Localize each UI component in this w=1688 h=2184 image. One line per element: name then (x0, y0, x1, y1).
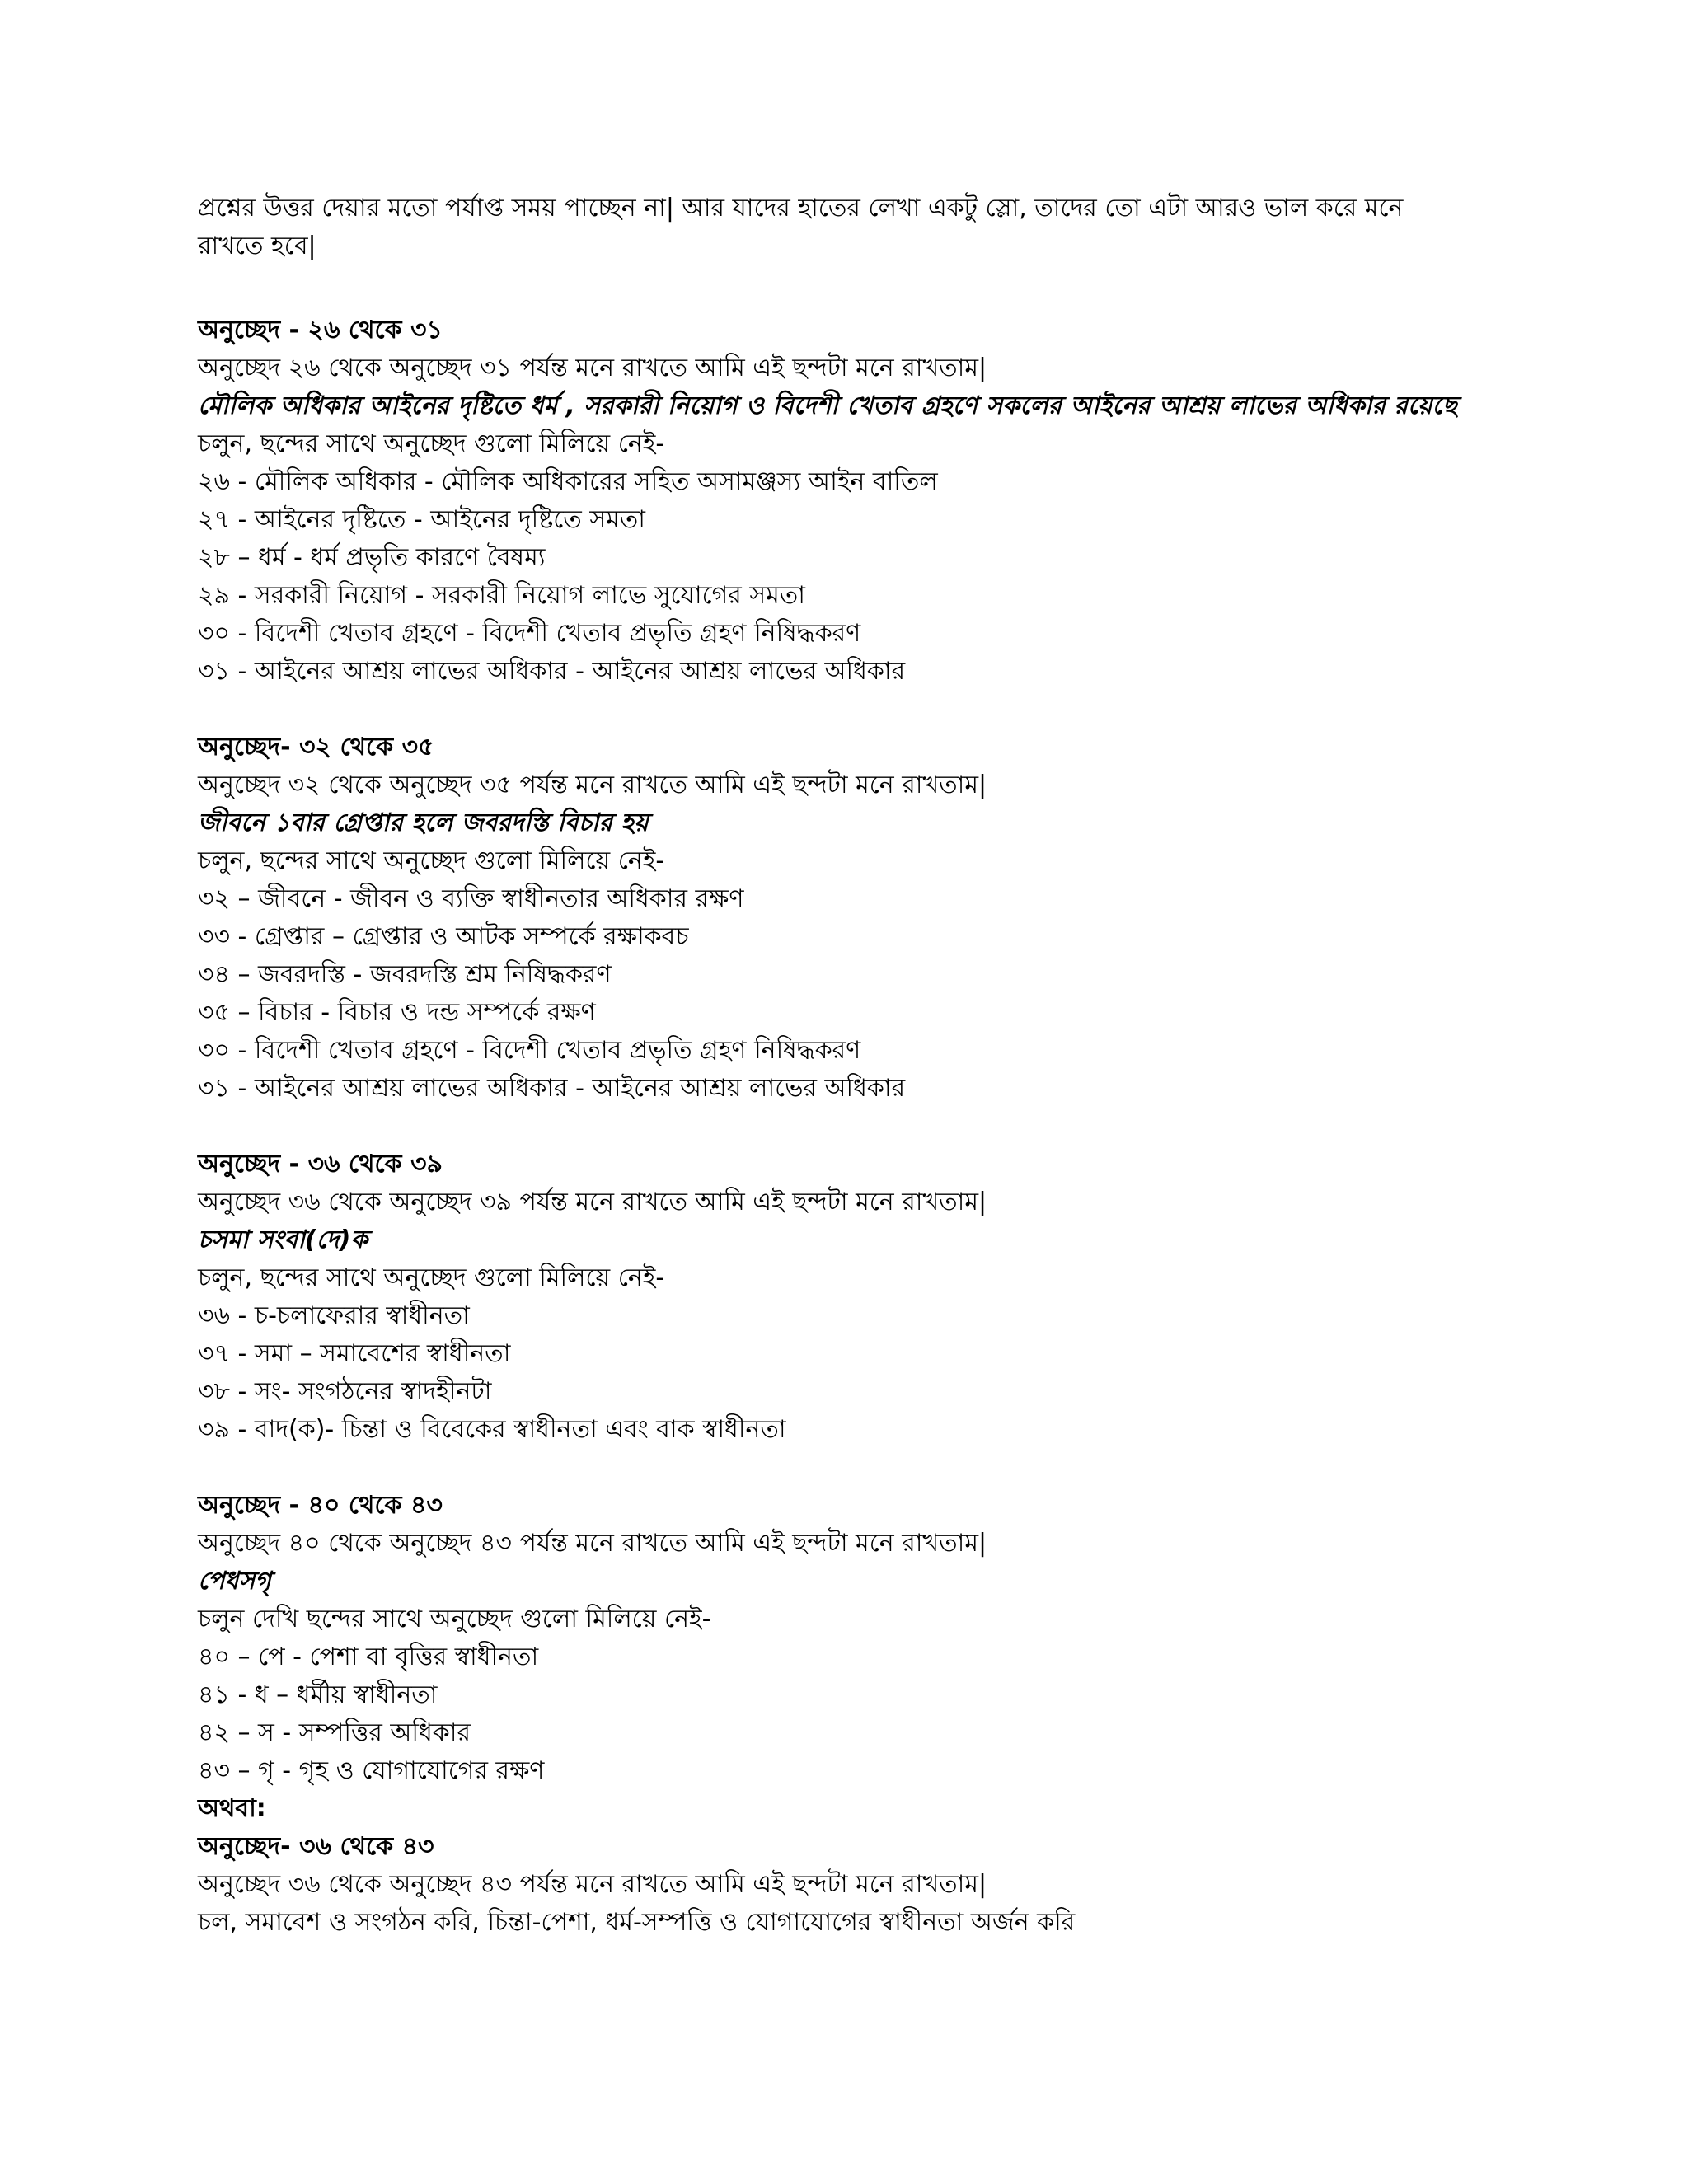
section-description: অনুচ্ছেদ ৪০ থেকে অনুচ্ছেদ ৪৩ পর্যন্ত মনে রাখতে আমি এই ছন্দটা মনে রাখতাম| (198, 1529, 987, 1558)
mnemonic-sentence: চল, সমাবেশ ও সংগঠন করি, চিন্তা-পেশা, ধর্ম-সম্পত্তি ও যোগাযোগের স্বাধীনতা অর্জন করি (198, 1908, 1076, 1937)
section-heading: অনুচ্ছেদ - ৪০ থেকে ৪৩ (198, 1491, 443, 1520)
section-description: অনুচ্ছেদ ৩৬ থেকে অনুচ্ছেদ ৪৩ পর্যন্ত মনে রাখতে আমি এই ছন্দটা মনে রাখতাম| (198, 1870, 987, 1899)
section-description: অনুচ্ছেদ ৩২ থেকে অনুচ্ছেদ ৩৫ পর্যন্ত মনে রাখতে আমি এই ছন্দটা মনে রাখতাম| (198, 771, 987, 799)
list-item: ৩২ – জীবনে - জীবন ও ব্যক্তি স্বাধীনতার অধিকার রক্ষণ (198, 884, 744, 913)
list-item: ৩৩ - গ্রেপ্তার – গ্রেপ্তার ও আটক সম্পর্কে রক্ষাকবচ (198, 922, 689, 951)
list-item: ৩৭ - সমা – সমাবেশের স্বাধীনতা (198, 1339, 511, 1368)
intro-paragraph (198, 190, 1496, 265)
list-item: ৩০ - বিদেশী খেতাব গ্রহণে - বিদেশী খেতাব প্রভৃতি গ্রহণ নিষিদ্ধকরণ (198, 1036, 861, 1065)
instruction-text: চলুন, ছন্দের সাথে অনুচ্ছেদ গুলো মিলিয়ে নেই- (198, 429, 665, 458)
article-list (198, 463, 1496, 691)
list-item: ৩১ - আইনের আশ্রয় লাভের অধিকার - আইনের আশ্রয় লাভের অধিকার (198, 1074, 906, 1103)
list-item: ৪২ – স - সম্পত্তির অধিকার (198, 1718, 471, 1747)
section-description: অনুচ্ছেদ ৩৬ থেকে অনুচ্ছেদ ৩৯ পর্যন্ত মনে রাখতে আমি এই ছন্দটা মনে রাখতাম| (198, 1188, 987, 1216)
article-list (198, 1297, 1496, 1449)
list-item: ৩০ - বিদেশী খেতাব গ্রহণে - বিদেশী খেতাব প্রভৃতি গ্রহণ নিষিদ্ধকরণ (198, 619, 861, 648)
section-article-40-43 (198, 1487, 1496, 1828)
mnemonic-rhyme: মৌলিক অধিকার আইনের দৃষ্টিতে ধর্ম , সরকারী নিয়োগ ও বিদেশী খেতাব গ্রহণে সকলের আইনের আশ্রয় লাভের অধিকার রয়েছে (198, 391, 1457, 420)
section-heading: অনুচ্ছেদ- ৩৬ থেকে ৪৩ (198, 1832, 434, 1861)
instruction-text: চলুন, ছন্দের সাথে অনুচ্ছেদ গুলো মিলিয়ে নেই- (198, 846, 665, 875)
list-item: ২৮ – ধর্ম - ধর্ম প্রভৃতি কারণে বৈষম্য (198, 543, 546, 572)
list-item: ২৯ - সরকারী নিয়োগ - সরকারী নিয়োগ লাভে সুযোগের সমতা (198, 581, 806, 610)
list-item: ৩৯ - বাদ(ক)- চিন্তা ও বিবেকের স্বাধীনতা এবং বাক স্বাধীনতা (198, 1415, 786, 1444)
intro-line: প্রশ্নের উত্তর দেয়ার মতো পর্যাপ্ত সময় পাচ্ছেন না| আর যাদের হাতের লেখা একটু স্লো, তাদের তো এটা আরও ভাল করে মনে (198, 194, 1404, 223)
section-article-32-35 (198, 729, 1496, 1108)
list-item: ৩৫ – বিচার - বিচার ও দন্ড সম্পর্কে রক্ষণ (198, 998, 596, 1027)
section-heading: অনুচ্ছেদ - ২৬ থেকে ৩১ (198, 316, 443, 344)
list-item: ৪০ – পে - পেশা বা বৃত্তির স্বাধীনতা (198, 1643, 539, 1671)
list-item: ৩৬ - চ-চলাফেরার স্বাধীনতা (198, 1301, 470, 1330)
document-page (198, 190, 1496, 1942)
intro-line: রাখতে হবে| (198, 232, 316, 260)
or-label: অথবা: (198, 1794, 266, 1823)
section-article-36-43 (198, 1828, 1496, 1942)
list-item: ৪১ - ধ – ধর্মীয় স্বাধীনতা (198, 1680, 438, 1709)
mnemonic-rhyme: চসমা সংবা(দে)ক (198, 1226, 368, 1254)
instruction-text: চলুন, ছন্দের সাথে অনুচ্ছেদ গুলো মিলিয়ে নেই- (198, 1263, 665, 1292)
list-item: ৩৮ - সং- সংগঠনের স্বাদহীনটা (198, 1377, 492, 1406)
article-list (198, 880, 1496, 1108)
section-article-26-31 (198, 312, 1496, 691)
section-description: অনুচ্ছেদ ২৬ থেকে অনুচ্ছেদ ৩১ পর্যন্ত মনে রাখতে আমি এই ছন্দটা মনে রাখতাম| (198, 354, 987, 382)
mnemonic-rhyme: পেধসগৃ (198, 1567, 271, 1596)
instruction-text: চলুন দেখি ছন্দের সাথে অনুচ্ছেদ গুলো মিলিয়ে নেই- (198, 1605, 711, 1633)
list-item: ২৭ - আইনের দৃষ্টিতে - আইনের দৃষ্টিতে সমতা (198, 505, 646, 534)
section-heading: অনুচ্ছেদ - ৩৬ থেকে ৩৯ (198, 1150, 443, 1179)
list-item: ৩১ - আইনের আশ্রয় লাভের অধিকার - আইনের আশ্রয় লাভের অধিকার (198, 657, 906, 686)
list-item: ৪৩ – গৃ - গৃহ ও যোগাযোগের রক্ষণ (198, 1756, 545, 1785)
section-heading: অনুচ্ছেদ- ৩২ থেকে ৩৫ (198, 733, 434, 762)
section-article-36-39 (198, 1146, 1496, 1449)
list-item: ২৬ - মৌলিক অধিকার - মৌলিক অধিকারের সহিত অসামঞ্জস্য আইন বাতিল (198, 467, 938, 496)
article-list (198, 1638, 1496, 1790)
list-item: ৩৪ – জবরদস্তি - জবরদস্তি শ্রম নিষিদ্ধকরণ (198, 960, 612, 989)
mnemonic-rhyme: জীবনে ১বার গ্রেপ্তার হলে জবরদস্তি বিচার হয় (198, 808, 649, 837)
